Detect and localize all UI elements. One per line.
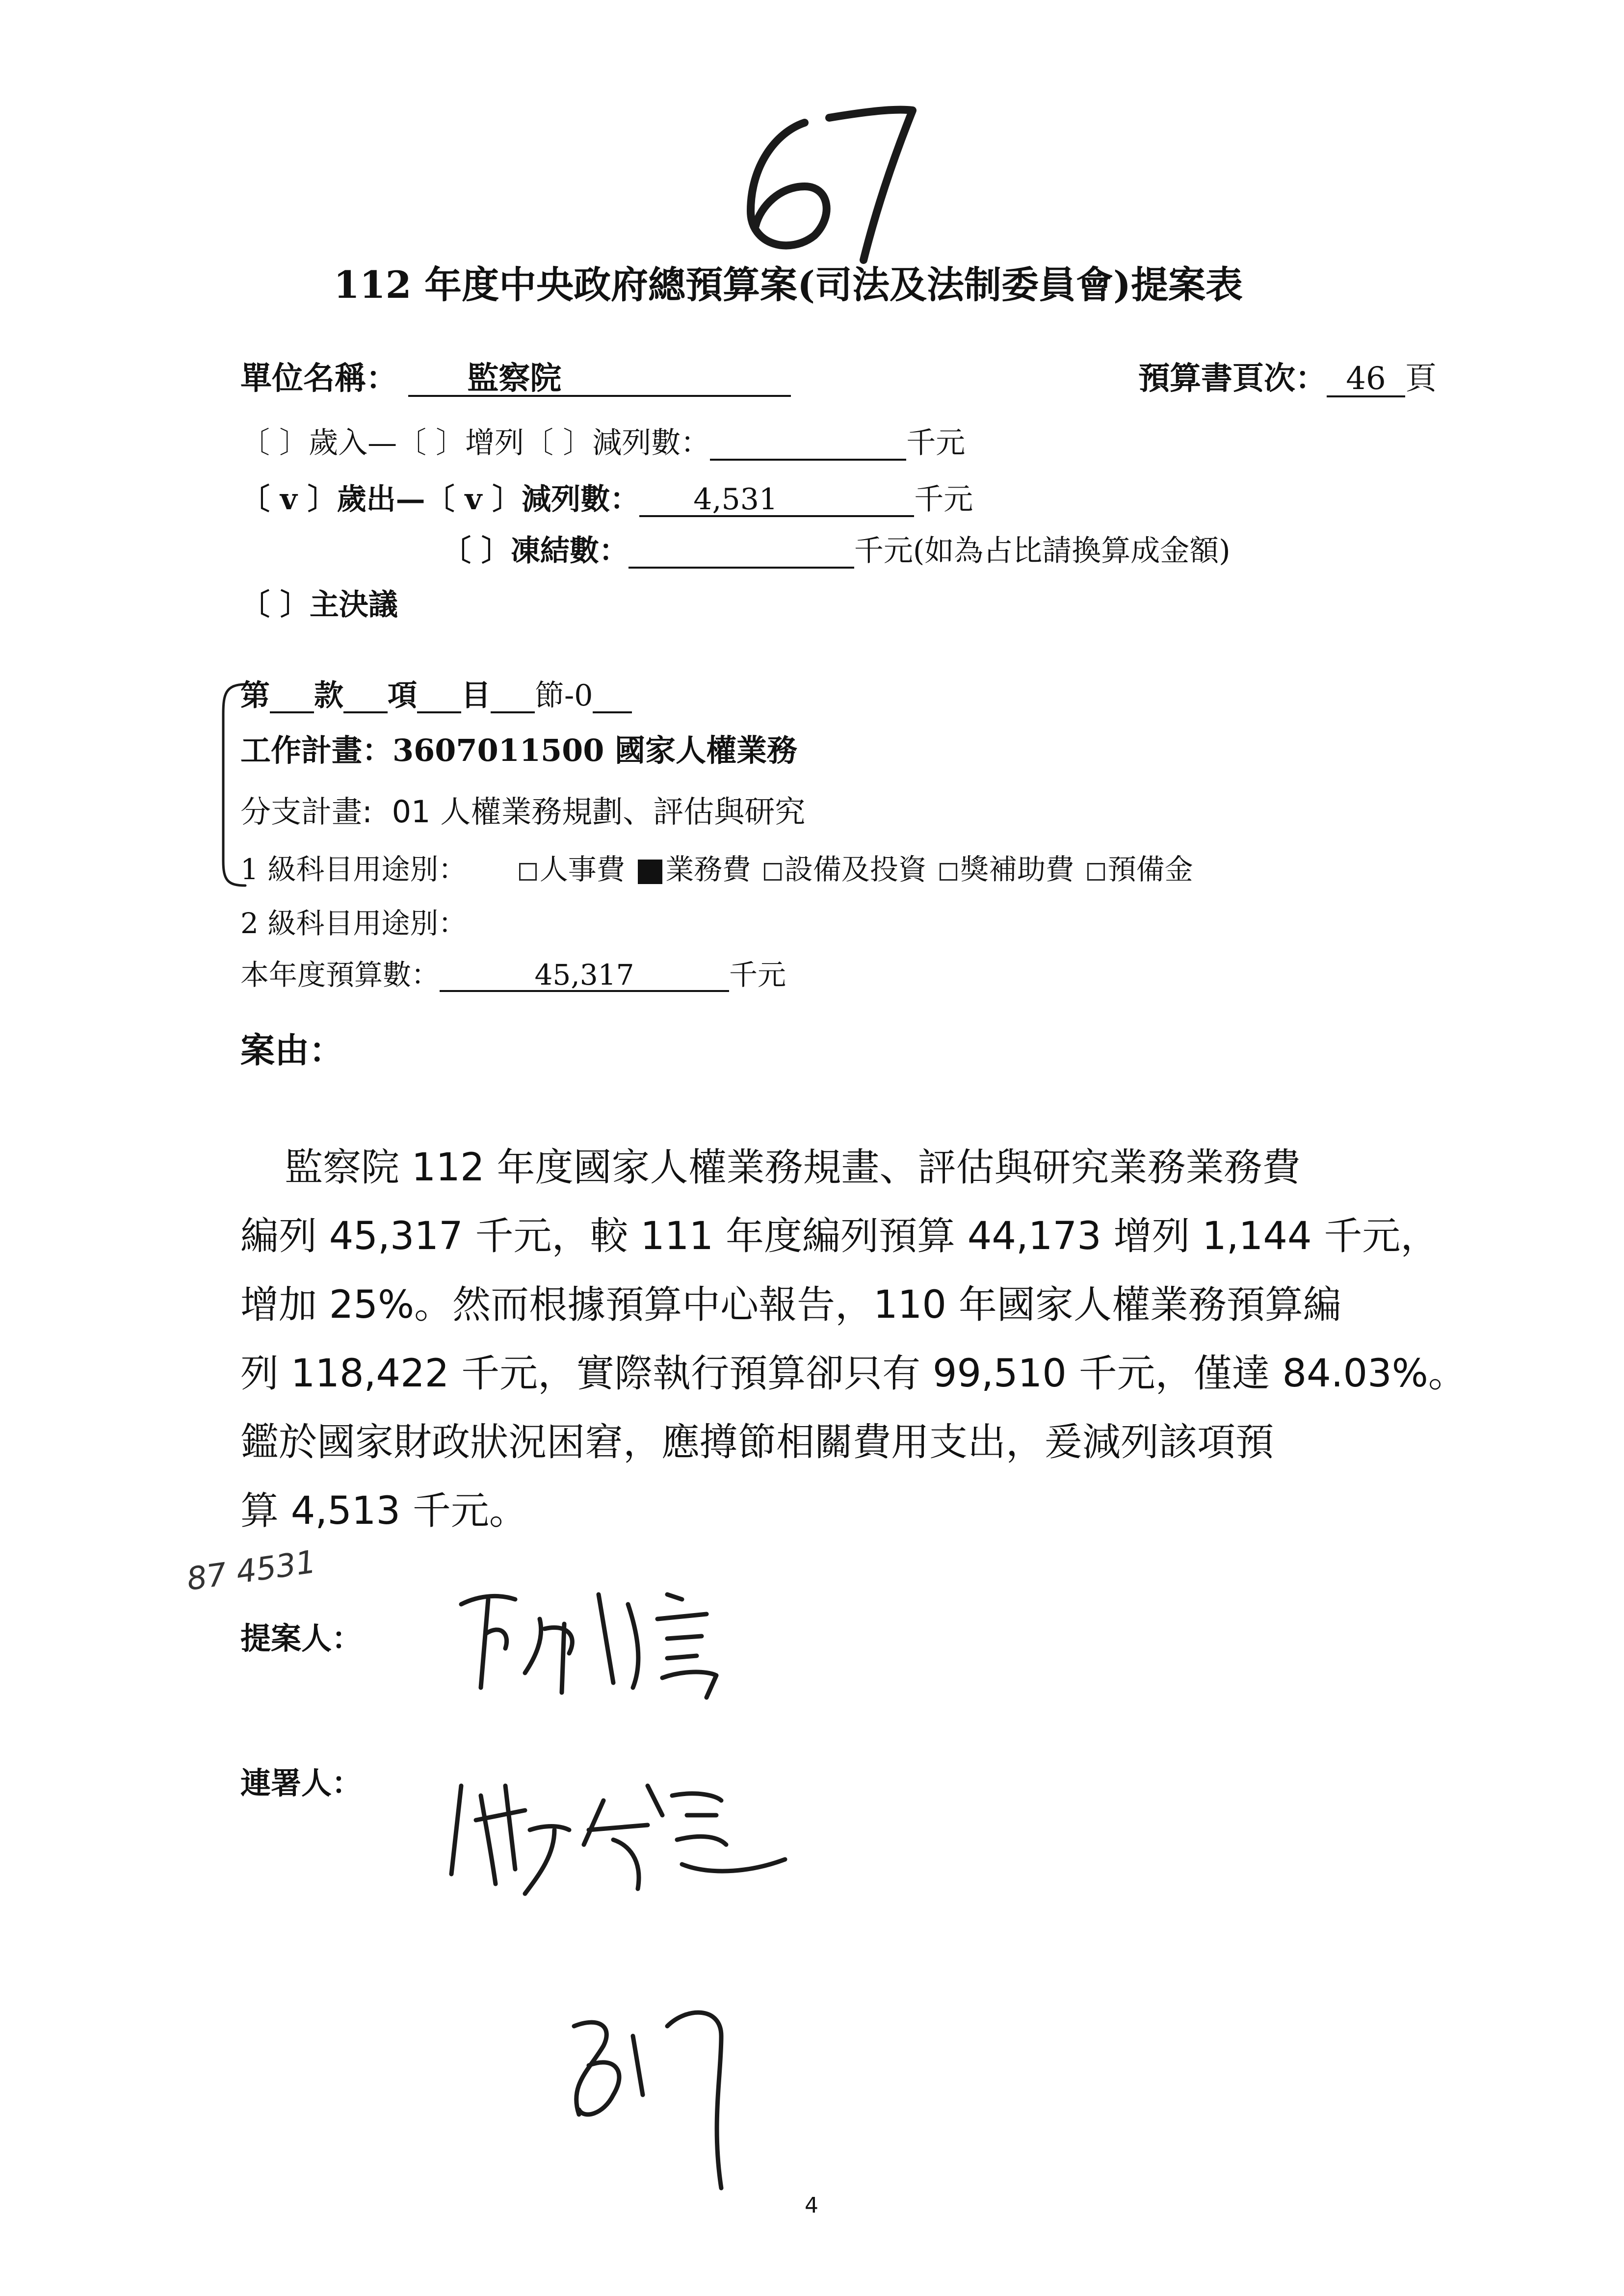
level1-option-equipment: 設備及投資 — [760, 853, 927, 886]
expenditure-label: 〔 v 〕歲出—〔 v 〕減列數： — [240, 482, 640, 517]
budget-value: 45,317 — [440, 960, 729, 992]
budget-unit: 千元 — [729, 958, 786, 991]
level1-option-reserve: 預備金 — [1083, 853, 1193, 886]
cosigner-label: 連署人： — [240, 1765, 363, 1801]
level1-option-operating: 業務費 — [634, 853, 751, 886]
level1-row — [240, 846, 1193, 887]
level1-option-subsidy: 獎補助費 — [936, 853, 1074, 886]
budget-label: 本年度預算數： — [240, 958, 440, 991]
page-ref-label: 預算書頁次： — [1138, 360, 1327, 397]
handwritten-number — [731, 103, 917, 265]
level1-label: 1 級科目用途別： — [240, 853, 467, 886]
reason-line: 監察院 112 年度國家人權業務規畫、評估與研究業務業務費 — [285, 1146, 1301, 1190]
freeze-amount-blank — [629, 536, 854, 569]
reason-paragraph — [240, 1133, 1467, 1545]
freeze-row — [442, 527, 1231, 570]
cosigner-signature — [442, 1756, 805, 1904]
page-ref-suffix: 頁 — [1405, 361, 1437, 397]
main-resolution-row: 〔 〕主決議 — [240, 588, 398, 622]
branch-plan-label: 分支計畫: — [240, 794, 372, 830]
proposer-label: 提案人： — [240, 1620, 363, 1656]
freeze-unit: 千元(如為占比請換算成金額) — [854, 534, 1231, 568]
reason-heading: 案由： — [240, 1030, 343, 1070]
budget-row — [240, 952, 786, 993]
branch-plan-row — [240, 787, 805, 831]
revenue-label: 〔 〕歲入—〔 〕增列〔 〕減列數： — [240, 426, 710, 460]
reason-line: 編列 45,317 千元，較 111 年度編列預算 44,173 增列 1,144 千元， — [240, 1214, 1439, 1258]
work-plan-value: 3607011500 國家人權業務 — [393, 732, 797, 768]
level1-option-personnel: 人事費 — [515, 853, 625, 886]
section-line: 第 款 項 目 節-0 — [240, 672, 632, 714]
revenue-amount-blank — [710, 428, 906, 461]
reason-line: 增加 25%。然而根據預算中心報告，110 年國家人權業務預算編 — [240, 1283, 1341, 1327]
level2-row: 2 級科目用途別： — [240, 907, 467, 940]
page-ref-row — [1138, 353, 1437, 398]
proposer-signature — [451, 1565, 795, 1702]
revenue-unit: 千元 — [906, 426, 966, 460]
unit-name-row — [240, 353, 791, 398]
revenue-row — [240, 419, 965, 462]
unit-name-label: 單位名稱： — [240, 360, 397, 397]
unit-name-value: 監察院 — [408, 362, 791, 397]
reason-line: 鑑於國家財政狀況困窘，應撙節相關費用支出，爰減列該項預 — [240, 1420, 1274, 1464]
branch-plan-value: 01 人權業務規劃、評估與研究 — [392, 794, 806, 830]
reason-line: 算 4,513 千元。 — [240, 1489, 527, 1533]
margin-note: 87 4531 — [184, 1543, 318, 1598]
expenditure-unit: 千元 — [914, 482, 973, 517]
document-title: 112 年度中央政府總預算案(司法及法制委員會)提案表 — [334, 263, 1243, 307]
work-plan-label: 工作計畫： — [240, 732, 393, 768]
expenditure-row — [240, 476, 973, 518]
reason-line: 列 118,422 千元，實際執行預算卻只有 99,510 千元，僅達 84.03%。 — [240, 1352, 1467, 1396]
freeze-label: 〔 〕凍結數： — [442, 534, 629, 568]
page-ref-value: 46 — [1327, 363, 1405, 397]
expenditure-amount: 4,531 — [639, 484, 914, 517]
third-signature — [559, 1997, 765, 2193]
work-plan-row — [240, 726, 797, 770]
page-number: 4 — [805, 2193, 818, 2218]
